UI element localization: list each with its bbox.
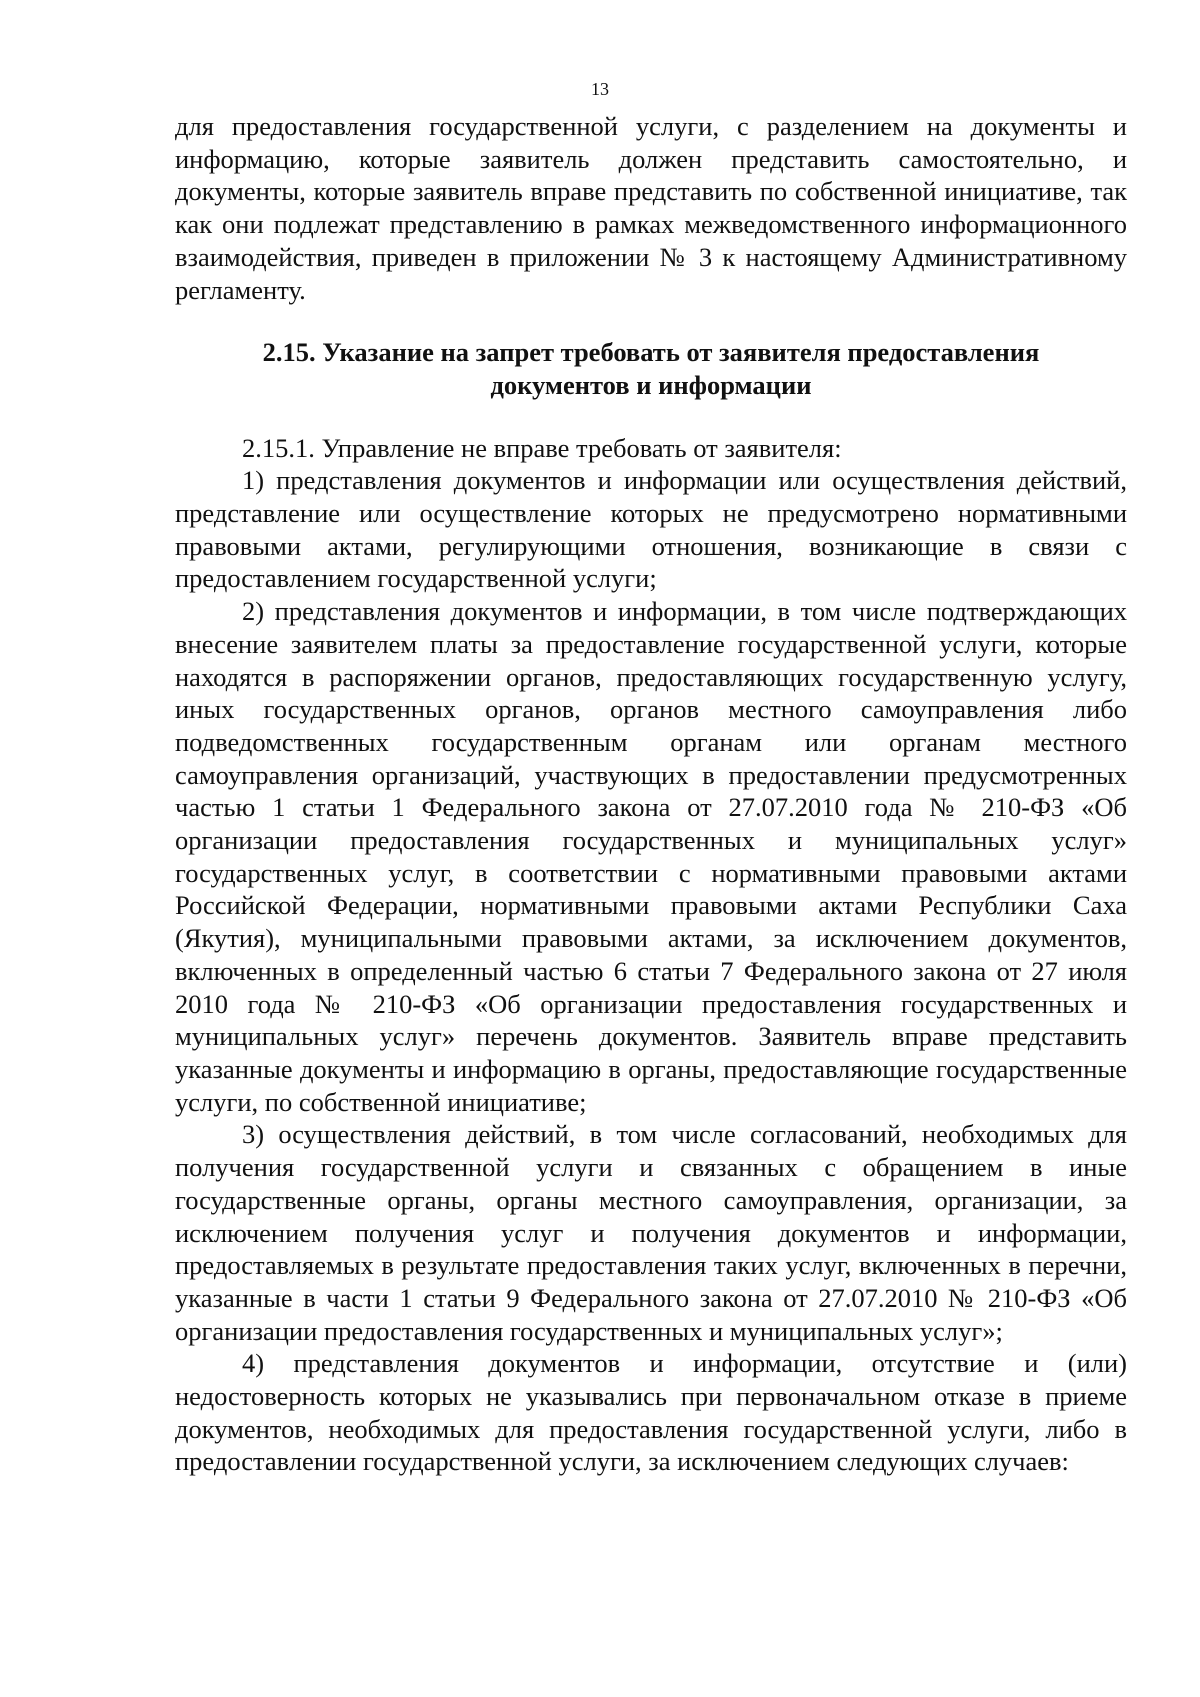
list-item-3: 3) осуществления действий, в том числе согласований, необходимых для получения государственной услуги и связанных с обращением в иные государственные органы, органы местного самоуправления, организации, за исключением получения услуг и получения документов и информации, предоставляемых в результате предоставления таких услуг, включенных в перечни, указанные в части 1 статьи 9 Федерального закона от 27.07.2010 № 210-ФЗ «Об организации предоставления государственных и муниципальных услуг»; (175, 1119, 1127, 1346)
list-item-4: 4) представления документов и информации, отсутствие и (или) недостоверность которых не указывались при первоначальном отказе в приеме документов, необходимых для предоставления государственной услуги, либо в предоставлении государственной услуги, за исключением следующих случаев: (175, 1348, 1127, 1477)
paragraph-2-15-1: 2.15.1. Управление не вправе требовать от заявителя: (242, 432, 842, 463)
intro-paragraph: для предоставления государственной услуги, с разделением на документы и информацию, которые заявитель должен представить самостоятельно, и документы, которые заявитель вправе представить по собственной инициативе, так как они подлежат представлению в рамках межведомственного информационного взаимодействия, приведен в приложении № 3 к настоящему Административному регламенту. (175, 111, 1127, 305)
page-number: 13 (591, 79, 609, 99)
list-item-1: 1) представления документов и информации или осуществления действий, представление или осуществление которых не предусмотрено нормативными правовыми актами, регулирующими отношения, возникающие в связи с предоставлением государственной услуги; (175, 465, 1127, 594)
document-body (175, 110, 1127, 1478)
section-heading-line-1: 2.15. Указание на запрет требовать от заявителя предоставления (262, 337, 1040, 368)
list-item-2: 2) представления документов и информации, в том числе подтверждающих внесение заявителем платы за предоставление государственной услуги, которые находятся в распоряжении органов, предоставляющих государственную услугу, иных государственных органов, органов местного самоуправления либо подведомственных государственным органам или органам местного самоуправления организаций, участвующих в предоставлении предусмотренных частью 1 статьи 1 Федерального закона от 27.07.2010 года № 210-ФЗ «Об организации предоставления государственных и муниципальных услуг» государственных услуг, в соответствии с нормативными правовыми актами Российской Федерации, нормативными правовыми актами Республики Саха (Якутия), муниципальными правовыми актами, за исключением документов, включенных в определенный частью 6 статьи 7 Федерального закона от 27 июля 2010 года № 210-ФЗ «Об организации предоставления государственных и муниципальных услуг» перечень документов. Заявитель вправе представить указанные документы и информацию в органы, предоставляющие государственные услуги, по собственной инициативе; (175, 596, 1127, 1117)
section-heading (175, 336, 1127, 401)
section-heading-line-2: документов и информации (490, 369, 812, 400)
